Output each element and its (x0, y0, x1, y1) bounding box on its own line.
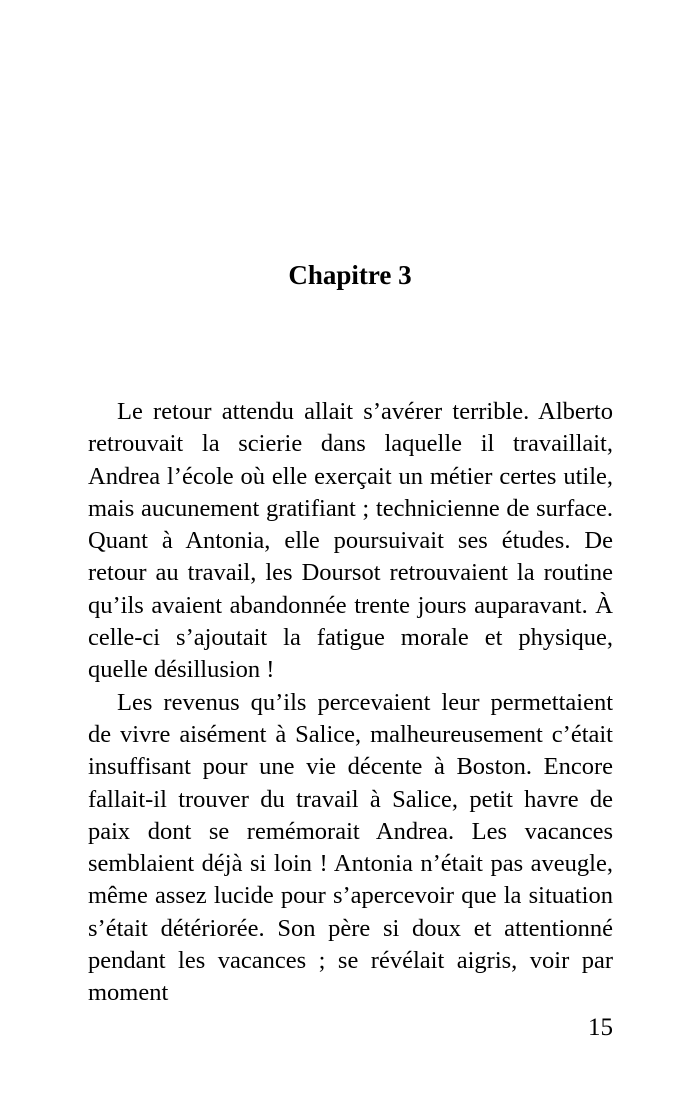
paragraph-2: Les revenus qu’ils percevaient leur permettaient de vivre aisément à Salice, malheureusement c’était insuffisant pour une vie décente à Boston. Encore fallait-il trouver du travail à Salice, petit havre de paix dont se remémorait Andrea. Les vacances semblaient déjà si loin ! Antonia n’était pas aveugle, même assez lucide pour s’apercevoir que la situation s’était détériorée. Son père si doux et attentionné pendant les vacances ; se révélait aigris, voir par moment (88, 688, 613, 1007)
page-number: 15 (588, 1014, 613, 1041)
paragraph-1: Le retour attendu allait s’avérer terrible. Alberto retrouvait la scierie dans laquelle il travaillait, Andrea l’école où elle exerçait un métier certes utile, mais aucunement gratifiant ; technicienne de surface. Quant à Antonia, elle poursuivait ses études. De retour au travail, les Doursot retrouvaient la routine qu’ils avaient abandonnée trente jours auparavant. À celle-ci s’ajoutait la fatigue morale et physique, quelle désillusion ! (88, 398, 613, 684)
chapter-body (88, 396, 613, 1010)
chapter-title: Chapitre 3 (288, 260, 412, 290)
